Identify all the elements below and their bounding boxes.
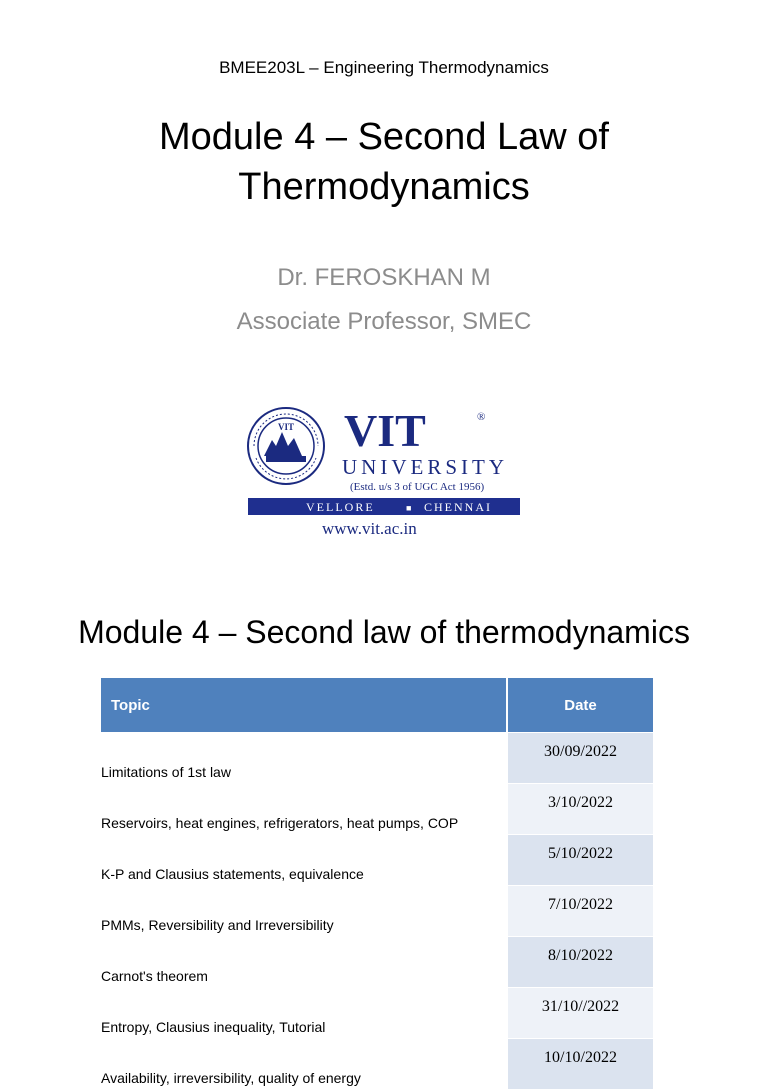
author-name: Dr. FEROSKHAN M [0, 256, 768, 300]
row-date: 3/10/2022 [507, 784, 653, 835]
course-code: BMEE203L – Engineering Thermodynamics [0, 58, 768, 78]
registered-mark: ® [477, 411, 485, 423]
seal-text: VIT [278, 422, 294, 432]
header-topic: Topic [101, 678, 507, 733]
row-date: 5/10/2022 [507, 835, 653, 886]
table-row [101, 1039, 653, 1089]
website-url: www.vit.ac.in [322, 519, 417, 538]
header-date: Date [507, 678, 653, 733]
author-role: Associate Professor, SMEC [0, 300, 768, 344]
table-header-row [101, 678, 653, 733]
row-date: 8/10/2022 [507, 937, 653, 988]
table-row [101, 937, 653, 988]
brand-wordmark: VIT [344, 405, 426, 456]
row-topic: Reservoirs, heat engines, refrigerators, heat pumps, COP [101, 784, 507, 835]
table-row [101, 835, 653, 886]
table-row [101, 988, 653, 1039]
table-row [101, 784, 653, 835]
row-date: 10/10/2022 [507, 1039, 653, 1089]
slide-title [0, 112, 768, 212]
row-topic: Entropy, Clausius inequality, Tutorial [101, 988, 507, 1039]
row-date: 30/09/2022 [507, 733, 653, 784]
row-topic: Carnot's theorem [101, 937, 507, 988]
row-date: 31/10//2022 [507, 988, 653, 1039]
schedule-table [101, 678, 653, 1089]
row-topic: Limitations of 1st law [101, 733, 507, 784]
table-row [101, 886, 653, 937]
campus-chennai: CHENNAI [424, 500, 492, 514]
table-row [101, 733, 653, 784]
row-topic: K-P and Clausius statements, equivalence [101, 835, 507, 886]
author-block [0, 256, 768, 344]
seal-icon [248, 408, 324, 484]
campus-separator: ■ [406, 503, 411, 513]
slide-title-line-1: Module 4 – Second Law of [0, 112, 768, 162]
schedule-slide-title: Module 4 – Second law of thermodynamics [0, 614, 768, 651]
estd-text: (Estd. u/s 3 of UGC Act 1956) [350, 481, 484, 493]
campus-vellore: VELLORE [306, 500, 375, 514]
row-topic: PMMs, Reversibility and Irreversibility [101, 886, 507, 937]
university-word: UNIVERSITY [342, 455, 508, 479]
row-topic: Availability, irreversibility, quality of energy [101, 1039, 507, 1089]
vit-university-logo [246, 400, 526, 545]
slide-title-line-2: Thermodynamics [0, 162, 768, 212]
row-date: 7/10/2022 [507, 886, 653, 937]
